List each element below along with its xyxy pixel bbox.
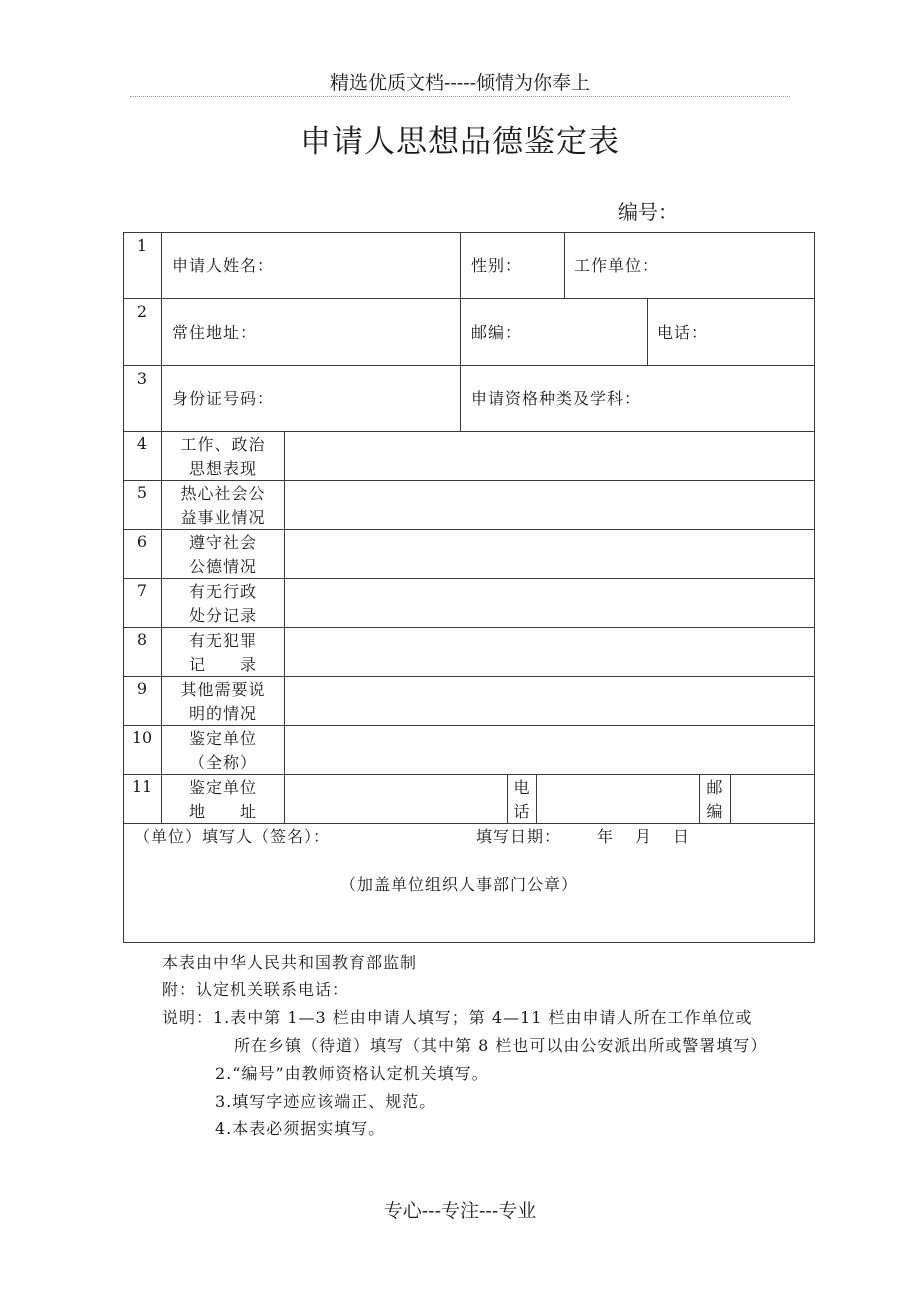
stamp-note: （加盖单位组织人事部门公章）: [340, 875, 579, 894]
admin-penalty-input[interactable]: [285, 579, 814, 627]
fill-date-label: 填写日期：: [476, 827, 562, 846]
appraisal-unit-input[interactable]: [285, 726, 814, 774]
phone-field[interactable]: 电话：: [657, 323, 709, 342]
row-number-3: 3: [136, 369, 148, 388]
month-label: 月: [635, 827, 653, 846]
form-title: 申请人思想品德鉴定表: [300, 124, 620, 160]
row-number-10: 10: [131, 728, 153, 747]
row-label-public-welfare: 热心社会公 益事业情况: [180, 484, 266, 527]
postcode-field[interactable]: 邮编：: [471, 323, 523, 342]
row-number-2: 2: [136, 302, 148, 321]
row-number-8: 8: [136, 630, 148, 649]
row-number-9: 9: [136, 679, 148, 698]
address-field[interactable]: 常住地址：: [172, 323, 258, 342]
row-label-social-morality: 遵守社会 公德情况: [188, 533, 257, 576]
instruction-1b: 所在乡镇（待道）填写（其中第 8 栏也可以由公安派出所或警署填写）: [234, 1036, 768, 1055]
instruction-1a: 说明：1.表中第 1—3 栏由申请人填写；第 4—11 栏由申请人所在工作单位或: [162, 1008, 753, 1027]
year-label: 年: [597, 827, 615, 846]
row-label-unit-address: 鉴定单位 地 址: [188, 778, 257, 821]
contact-phone-note: 附：认定机关联系电话：: [162, 980, 350, 999]
row-label-appraisal-unit: 鉴定单位 （全称）: [188, 729, 257, 772]
social-morality-input[interactable]: [285, 530, 814, 578]
row-number-5: 5: [136, 483, 148, 502]
gender-field[interactable]: 性别：: [471, 256, 523, 275]
public-welfare-input[interactable]: [285, 481, 814, 529]
row-label-admin-penalty: 有无行政 处分记录: [188, 582, 257, 625]
unit-phone-input[interactable]: [537, 775, 699, 823]
filler-signature-label: （单位）填写人（签名）：: [134, 827, 331, 846]
row-label-work-political: 工作、政治 思想表现: [180, 435, 266, 478]
other-notes-input[interactable]: [285, 677, 814, 725]
unit-address-input[interactable]: [285, 775, 507, 823]
applicant-name-field[interactable]: 申请人姓名：: [172, 256, 275, 275]
unit-phone-label: 电 话: [513, 778, 531, 821]
instruction-2: 2.“编号”由教师资格认定机关填写。: [215, 1064, 489, 1083]
row-label-other-notes: 其他需要说 明的情况: [180, 680, 266, 723]
serial-number-label: 编号：: [618, 200, 678, 224]
unit-postcode-label: 邮 编: [706, 778, 724, 821]
workplace-field[interactable]: 工作单位：: [574, 256, 660, 275]
supervision-note: 本表由中华人民共和国教育部监制: [162, 953, 418, 972]
unit-postcode-input[interactable]: [731, 775, 814, 823]
day-label: 日: [673, 827, 691, 846]
work-political-input[interactable]: [285, 432, 814, 480]
row-number-4: 4: [136, 434, 148, 453]
instruction-4: 4.本表必须据实填写。: [215, 1119, 386, 1138]
page-footer: 专心---专注---专业: [383, 1200, 537, 1222]
row-number-1: 1: [136, 236, 148, 255]
row-label-criminal-record: 有无犯罪 记 录: [188, 631, 257, 674]
page-header: 精选优质文档-----倾情为你奉上: [329, 72, 591, 94]
row-number-6: 6: [136, 532, 148, 551]
row-number-11: 11: [131, 777, 153, 796]
id-number-field[interactable]: 身份证号码：: [172, 389, 275, 408]
qualification-field[interactable]: 申请资格种类及学科：: [471, 389, 642, 408]
row-number-7: 7: [136, 581, 148, 600]
instruction-3: 3.填写字迹应该端正、规范。: [215, 1092, 437, 1111]
criminal-record-input[interactable]: [285, 628, 814, 676]
